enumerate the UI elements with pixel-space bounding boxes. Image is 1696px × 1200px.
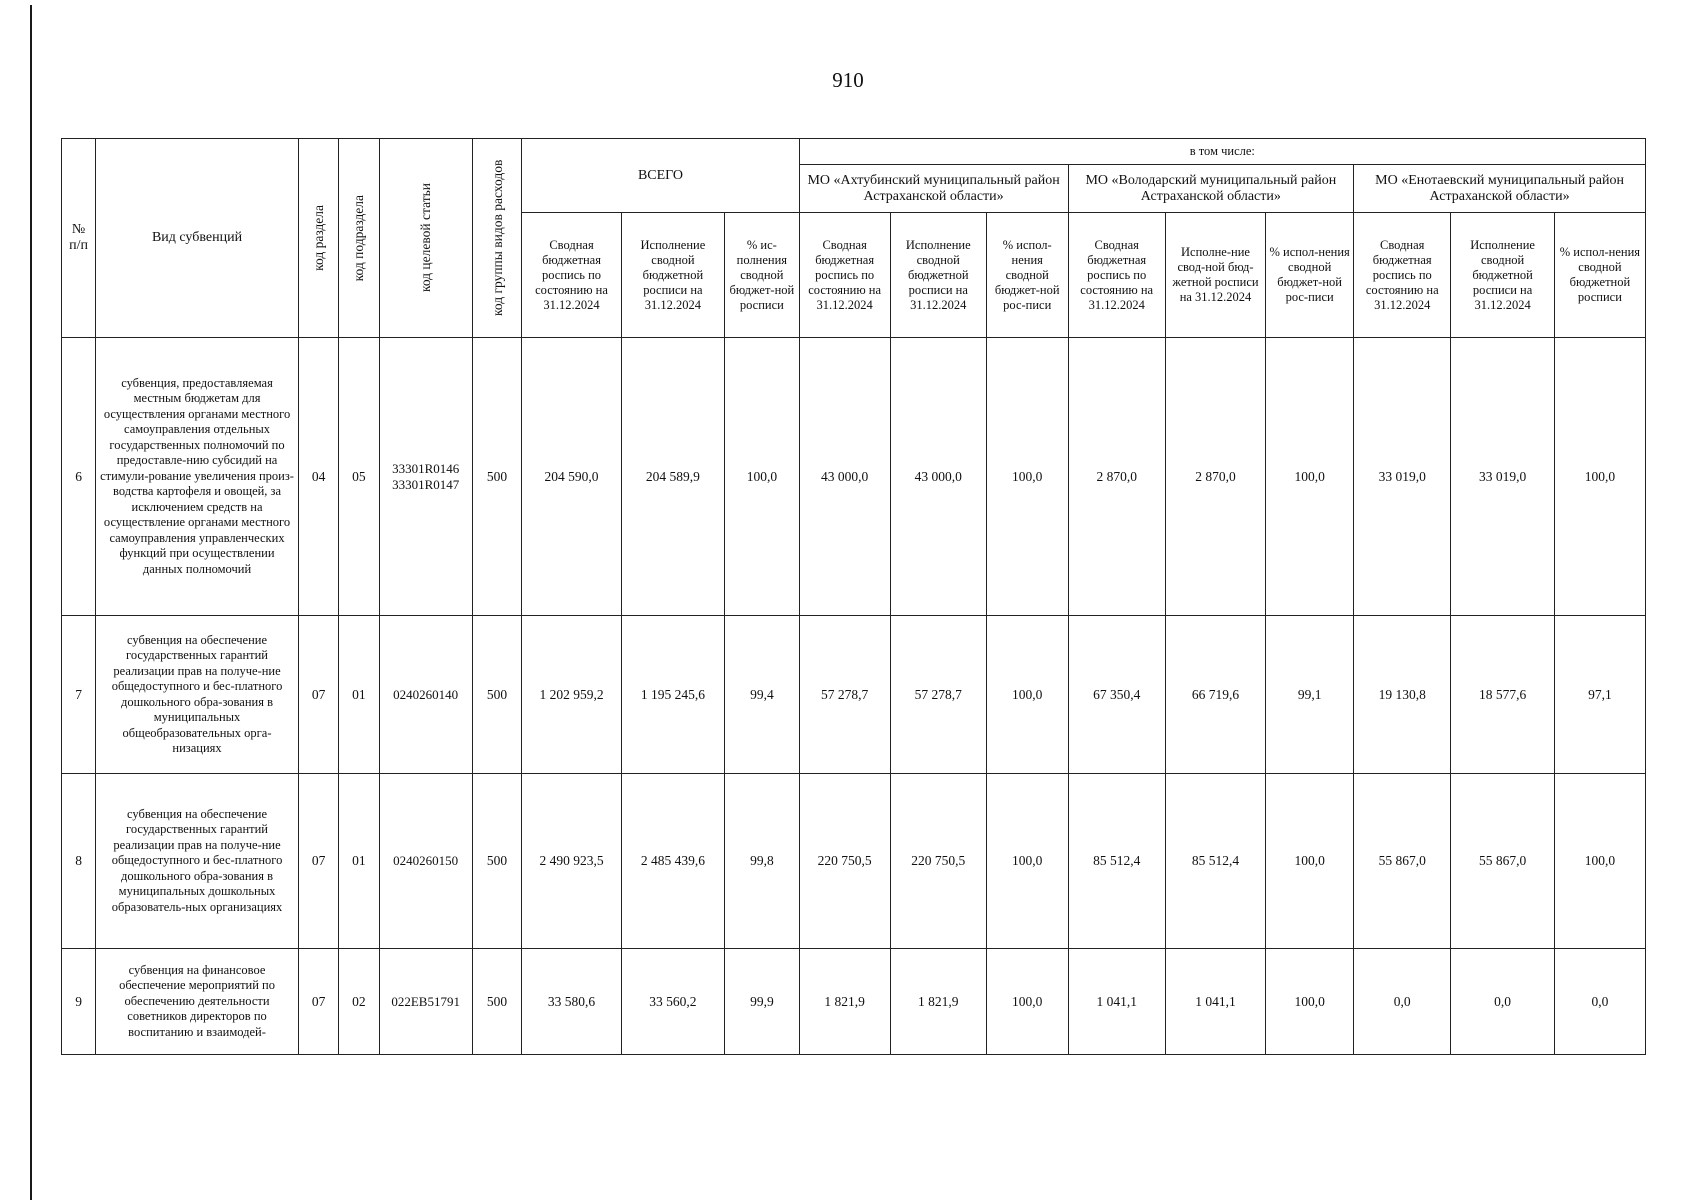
- header-podrazdel: [339, 139, 379, 338]
- row-podrazdel: 01: [339, 616, 379, 774]
- table-row: [62, 949, 1646, 1055]
- cell-d2-exec: 2 870,0: [1165, 338, 1265, 616]
- cell-d3-plan: 33 019,0: [1354, 338, 1451, 616]
- header-total: ВСЕГО: [522, 139, 799, 213]
- cell-total-pct: 99,8: [725, 774, 800, 949]
- cell-d2-exec: 85 512,4: [1165, 774, 1265, 949]
- header-d3-plan: Сводная бюджетная роспись по состоянию на 31.12.2024: [1354, 213, 1451, 338]
- cell-d3-exec: 55 867,0: [1451, 774, 1554, 949]
- subvention-table: [61, 138, 1646, 1055]
- cell-total-pct: 100,0: [725, 338, 800, 616]
- row-razdel: 07: [298, 774, 338, 949]
- header-d2-plan: Сводная бюджетная роспись по состоянию на 31.12.2024: [1068, 213, 1165, 338]
- cell-d1-pct: 100,0: [986, 949, 1068, 1055]
- table-row: [62, 774, 1646, 949]
- cell-d2-plan: 2 870,0: [1068, 338, 1165, 616]
- page-number: 910: [832, 68, 864, 92]
- row-group: 500: [472, 616, 522, 774]
- row-no: 8: [62, 774, 96, 949]
- header-razdel: [298, 139, 338, 338]
- header-d2-pct: % испол-нения сводной бюджет-ной рос-писи: [1266, 213, 1354, 338]
- header-d3-pct: % испол-нения сводной бюджетной росписи: [1554, 213, 1645, 338]
- row-group: 500: [472, 338, 522, 616]
- cell-d3-pct: 97,1: [1554, 616, 1645, 774]
- cell-total-exec: 2 485 439,6: [621, 774, 724, 949]
- row-target: 0240260150: [379, 774, 472, 949]
- row-razdel: 04: [298, 338, 338, 616]
- row-group: 500: [472, 774, 522, 949]
- cell-total-plan: 33 580,6: [522, 949, 621, 1055]
- row-desc: субвенция на финансовое обеспечение мероприятий по обеспечению деятельности советников директоров по воспитанию и взаимодей-: [96, 949, 299, 1055]
- header-no: № п/п: [62, 139, 96, 338]
- cell-d3-exec: 18 577,6: [1451, 616, 1554, 774]
- cell-total-plan: 204 590,0: [522, 338, 621, 616]
- row-podrazdel: 05: [339, 338, 379, 616]
- row-razdel: 07: [298, 949, 338, 1055]
- cell-d2-pct: 99,1: [1266, 616, 1354, 774]
- cell-d1-exec: 220 750,5: [890, 774, 986, 949]
- cell-d1-plan: 220 750,5: [799, 774, 890, 949]
- row-podrazdel: 01: [339, 774, 379, 949]
- header-target: [379, 139, 472, 338]
- row-group: 500: [472, 949, 522, 1055]
- header-d1-plan: Сводная бюджетная роспись по состоянию на 31.12.2024: [799, 213, 890, 338]
- cell-d3-plan: 0,0: [1354, 949, 1451, 1055]
- cell-total-exec: 33 560,2: [621, 949, 724, 1055]
- header-total-plan: Сводная бюджетная роспись по состоянию на 31.12.2024: [522, 213, 621, 338]
- header-district-1: МО «Ахтубинский муниципальный район Астраханской области»: [799, 165, 1068, 213]
- row-podrazdel: 02: [339, 949, 379, 1055]
- cell-d1-pct: 100,0: [986, 338, 1068, 616]
- header-d3-exec: Исполнение сводной бюджетной росписи на 31.12.2024: [1451, 213, 1554, 338]
- header-d1-exec: Исполнение сводной бюджетной росписи на 31.12.2024: [890, 213, 986, 338]
- row-razdel: 07: [298, 616, 338, 774]
- cell-d1-plan: 1 821,9: [799, 949, 890, 1055]
- header-group-label: код группы видов расходов: [489, 159, 505, 317]
- cell-total-plan: 1 202 959,2: [522, 616, 621, 774]
- header-total-exec: Исполнение сводной бюджетной росписи на 31.12.2024: [621, 213, 724, 338]
- cell-d2-plan: 1 041,1: [1068, 949, 1165, 1055]
- row-target: 022EB51791: [379, 949, 472, 1055]
- header-d2-exec: Исполне-ние свод-ной бюд-жетной росписи на 31.12.2024: [1165, 213, 1265, 338]
- table-row: [62, 616, 1646, 774]
- header-total-pct: % ис-полнения сводной бюджет-ной росписи: [725, 213, 800, 338]
- row-desc: субвенция на обеспечение государственных гарантий реализации прав на получе-ние общедоступного и бес-платного дошкольного обра-зования в муниципальных общеобразовательных орга-низациях: [96, 616, 299, 774]
- header-including: в том числе:: [799, 139, 1645, 165]
- row-no: 7: [62, 616, 96, 774]
- cell-d2-plan: 85 512,4: [1068, 774, 1165, 949]
- cell-d2-exec: 66 719,6: [1165, 616, 1265, 774]
- cell-total-exec: 204 589,9: [621, 338, 724, 616]
- cell-d2-pct: 100,0: [1266, 338, 1354, 616]
- cell-d1-exec: 43 000,0: [890, 338, 986, 616]
- cell-d1-pct: 100,0: [986, 616, 1068, 774]
- cell-d3-exec: 0,0: [1451, 949, 1554, 1055]
- cell-d3-plan: 55 867,0: [1354, 774, 1451, 949]
- header-district-3: МО «Енотаевский муниципальный район Астраханской области»: [1354, 165, 1646, 213]
- cell-d3-exec: 33 019,0: [1451, 338, 1554, 616]
- margin-line: [30, 5, 32, 1200]
- cell-total-exec: 1 195 245,6: [621, 616, 724, 774]
- cell-d3-plan: 19 130,8: [1354, 616, 1451, 774]
- row-desc: субвенция на обеспечение государственных гарантий реализации прав на получе-ние общедоступного и бес-платного дошкольного обра-зования в муниципальных дошкольных образователь-ных организациях: [96, 774, 299, 949]
- header-group: [472, 139, 522, 338]
- cell-d1-exec: 57 278,7: [890, 616, 986, 774]
- header-razdel-label: код раздела: [310, 205, 326, 271]
- row-no: 9: [62, 949, 96, 1055]
- header-target-label: код целевой статьи: [417, 183, 433, 293]
- cell-d3-pct: 100,0: [1554, 774, 1645, 949]
- cell-d2-plan: 67 350,4: [1068, 616, 1165, 774]
- cell-d1-plan: 43 000,0: [799, 338, 890, 616]
- cell-d1-plan: 57 278,7: [799, 616, 890, 774]
- header-podrazdel-label: код подраздела: [350, 194, 366, 282]
- cell-total-pct: 99,4: [725, 616, 800, 774]
- cell-total-plan: 2 490 923,5: [522, 774, 621, 949]
- cell-d3-pct: 0,0: [1554, 949, 1645, 1055]
- cell-d3-pct: 100,0: [1554, 338, 1645, 616]
- header-type: Вид субвенций: [96, 139, 299, 338]
- row-target: 33301R0146 33301R0147: [379, 338, 472, 616]
- cell-d2-pct: 100,0: [1266, 774, 1354, 949]
- row-target: 0240260140: [379, 616, 472, 774]
- header-district-2: МО «Володарский муниципальный район Астраханской области»: [1068, 165, 1354, 213]
- cell-d2-exec: 1 041,1: [1165, 949, 1265, 1055]
- cell-d1-exec: 1 821,9: [890, 949, 986, 1055]
- row-no: 6: [62, 338, 96, 616]
- cell-d2-pct: 100,0: [1266, 949, 1354, 1055]
- cell-total-pct: 99,9: [725, 949, 800, 1055]
- row-desc: субвенция, предоставляемая местным бюджетам для осуществления органами местного самоуправления отдельных государственных полномочий по предоставле-нию субсидий на стимули-рование увеличения произ-водства картофеля и овощей, за исключением средств на осуществление органами местного самоуправления управленческих функций при осуществлении данных полномочий: [96, 338, 299, 616]
- header-d1-pct: % испол-нения сводной бюджет-ной рос-писи: [986, 213, 1068, 338]
- table-row: [62, 338, 1646, 616]
- cell-d1-pct: 100,0: [986, 774, 1068, 949]
